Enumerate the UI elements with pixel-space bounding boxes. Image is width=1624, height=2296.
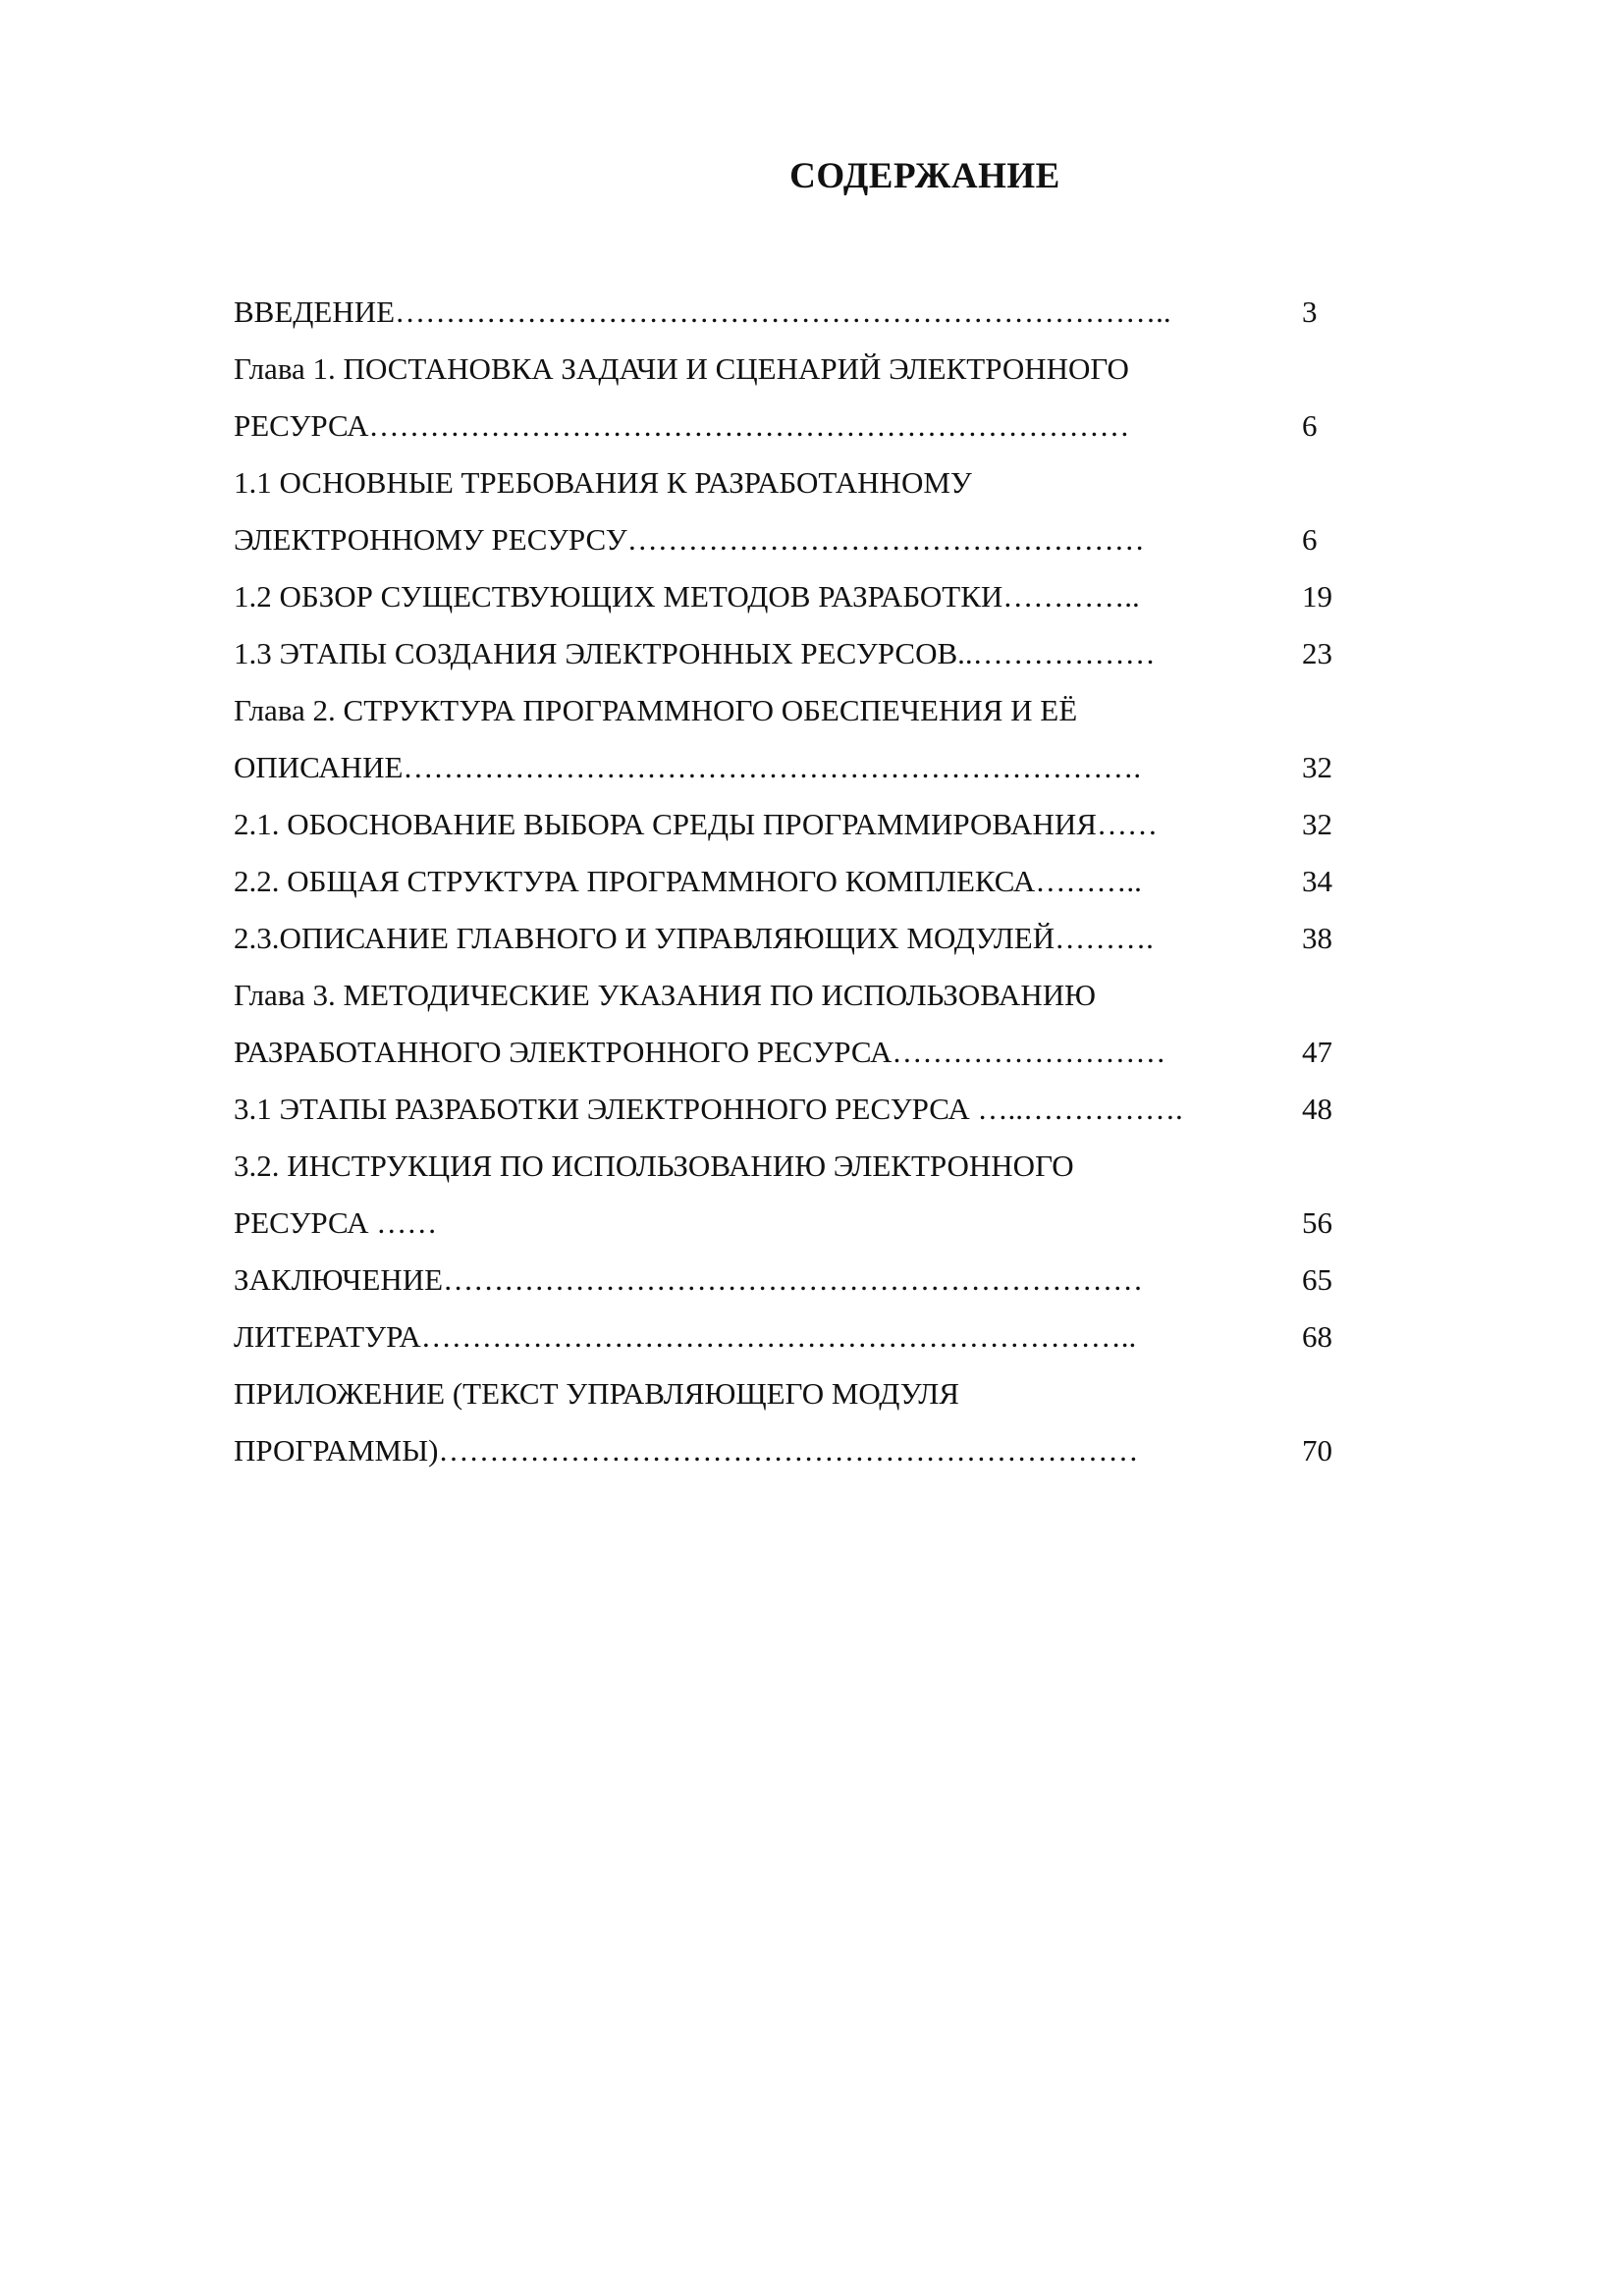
- toc-page-number: 65: [1302, 1262, 1332, 1297]
- toc-line: [234, 1138, 1335, 1195]
- toc-line: [234, 625, 1335, 682]
- toc-page-number: 32: [1302, 750, 1332, 784]
- toc-page-number: 68: [1302, 1319, 1332, 1354]
- toc-entry-text: ПРИЛОЖЕНИЕ (ТЕКСТ УПРАВЛЯЮЩЕГО МОДУЛЯ: [234, 1376, 959, 1411]
- toc-line: [234, 1024, 1335, 1081]
- toc-page-number: 38: [1302, 921, 1332, 955]
- toc-entry-text: Глава 3. МЕТОДИЧЕСКИЕ УКАЗАНИЯ ПО ИСПОЛЬЗОВАНИЮ: [234, 978, 1096, 1012]
- toc-entry-text: Глава 1. ПОСТАНОВКА ЗАДАЧИ И СЦЕНАРИЙ ЭЛЕКТРОННОГО: [234, 351, 1129, 386]
- page-title-text: СОДЕРЖАНИЕ: [789, 156, 1060, 196]
- toc-line: [234, 568, 1335, 625]
- toc-line: [234, 1081, 1335, 1138]
- toc-entry-text: РАЗРАБОТАННОГО ЭЛЕКТРОННОГО РЕСУРСА………………………: [234, 1035, 1166, 1069]
- toc-entry-text: ВВЕДЕНИЕ…………………………………………………………………..: [234, 294, 1171, 329]
- toc-line: [234, 1308, 1335, 1365]
- toc-entry-text: ПРОГРАММЫ)……………………………………………………………: [234, 1433, 1139, 1468]
- toc-entry-text: РЕСУРСА…………………………………………………………………: [234, 408, 1130, 443]
- toc-page-number: 56: [1302, 1205, 1332, 1240]
- toc-entry-text: 1.2 ОБЗОР СУЩЕСТВУЮЩИХ МЕТОДОВ РАЗРАБОТКИ…………..: [234, 579, 1140, 614]
- toc-page-number: 3: [1302, 294, 1318, 329]
- toc-line: [234, 511, 1335, 568]
- toc-entry-text: 1.3 ЭТАПЫ СОЗДАНИЯ ЭЛЕКТРОННЫХ РЕСУРСОВ..………………: [234, 636, 1156, 670]
- toc-line: [234, 1252, 1335, 1308]
- toc-page-number: 19: [1302, 579, 1332, 614]
- toc-entry-text: РЕСУРСА ……: [234, 1205, 438, 1240]
- toc-line: [234, 739, 1335, 796]
- toc-page-number: 6: [1302, 408, 1318, 443]
- toc-line: [234, 682, 1335, 739]
- toc-entry-text: 1.1 ОСНОВНЫЕ ТРЕБОВАНИЯ К РАЗРАБОТАННОМУ: [234, 465, 972, 500]
- toc-line: [234, 1422, 1335, 1479]
- toc-line: [234, 910, 1335, 967]
- toc-line: [234, 1365, 1335, 1422]
- toc-line: [234, 341, 1335, 398]
- toc-entry-text: 2.3.ОПИСАНИЕ ГЛАВНОГО И УПРАВЛЯЮЩИХ МОДУЛЕЙ……….: [234, 921, 1154, 955]
- toc-page-number: 34: [1302, 864, 1332, 898]
- toc-page-number: 70: [1302, 1433, 1332, 1468]
- toc-line: [234, 454, 1335, 511]
- toc-entry-text: 2.1. ОБОСНОВАНИЕ ВЫБОРА СРЕДЫ ПРОГРАММИРОВАНИЯ……: [234, 807, 1158, 841]
- toc-entry-text: Глава 2. СТРУКТУРА ПРОГРАММНОГО ОБЕСПЕЧЕНИЯ И ЕЁ: [234, 693, 1078, 727]
- toc-line: [234, 398, 1335, 454]
- toc-line: [234, 796, 1335, 853]
- toc-page-number: 6: [1302, 522, 1318, 557]
- toc-entry-text: ЛИТЕРАТУРА……………………………………………………………..: [234, 1319, 1137, 1354]
- toc-page-number: 48: [1302, 1092, 1332, 1126]
- toc-entry-text: 3.1 ЭТАПЫ РАЗРАБОТКИ ЭЛЕКТРОННОГО РЕСУРСА …..…………….: [234, 1092, 1183, 1126]
- toc-page-number: 32: [1302, 807, 1332, 841]
- toc-entry-text: ОПИСАНИЕ……………………………………………………………….: [234, 750, 1142, 784]
- toc-page-number: 23: [1302, 636, 1332, 670]
- toc-entry-text: 2.2. ОБЩАЯ СТРУКТУРА ПРОГРАММНОГО КОМПЛЕКСА………..: [234, 864, 1142, 898]
- page-title: [0, 155, 1624, 197]
- toc-entry-text: ЭЛЕКТРОННОМУ РЕСУРСУ……………………………………………: [234, 522, 1145, 557]
- toc-entry-text: 3.2. ИНСТРУКЦИЯ ПО ИСПОЛЬЗОВАНИЮ ЭЛЕКТРОННОГО: [234, 1148, 1074, 1183]
- table-of-contents: [234, 284, 1335, 1479]
- toc-line: [234, 853, 1335, 910]
- toc-line: [234, 1195, 1335, 1252]
- toc-page-number: 47: [1302, 1035, 1332, 1069]
- toc-line: [234, 967, 1335, 1024]
- toc-line: [234, 284, 1335, 341]
- toc-entry-text: ЗАКЛЮЧЕНИЕ……………………………………………………………: [234, 1262, 1144, 1297]
